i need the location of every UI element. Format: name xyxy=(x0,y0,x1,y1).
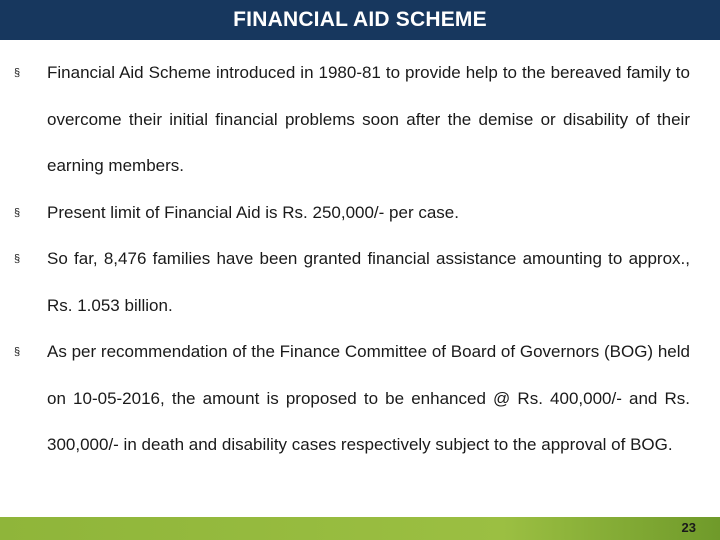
page-number: 23 xyxy=(681,520,696,535)
bullet-marker-icon: § xyxy=(14,206,21,219)
bullet-text: Financial Aid Scheme introduced in 1980-81 to provide help to the bereaved family to overcome their initial financial problems soon after the demise or disability of their earning members. xyxy=(47,63,690,175)
bullet-text: As per recommendation of the Finance Committee of Board of Governors (BOG) held on 10-05-2016, the amount is proposed to be enhanced @ Rs. 400,000/- and Rs. 300,000/- in death and disability cases respectively subject to the approval of BOG. xyxy=(47,342,690,454)
bullet-marker-icon: § xyxy=(14,253,21,265)
bullet-marker-icon: § xyxy=(14,67,21,79)
bullet-marker-icon: § xyxy=(14,346,21,358)
title-bar xyxy=(0,0,720,40)
bullet-list xyxy=(0,50,720,469)
bullet-item xyxy=(0,50,720,190)
bullet-item xyxy=(0,236,720,329)
footer-bar xyxy=(0,517,720,540)
bullet-text: Present limit of Financial Aid is Rs. 250,000/- per case. xyxy=(47,202,459,222)
bullet-item xyxy=(0,329,720,469)
bullet-text: So far, 8,476 families have been granted financial assistance amounting to approx., Rs. 1.053 billion. xyxy=(47,249,690,315)
bullet-item xyxy=(0,190,720,237)
slide-title: FINANCIAL AID SCHEME xyxy=(233,8,487,31)
